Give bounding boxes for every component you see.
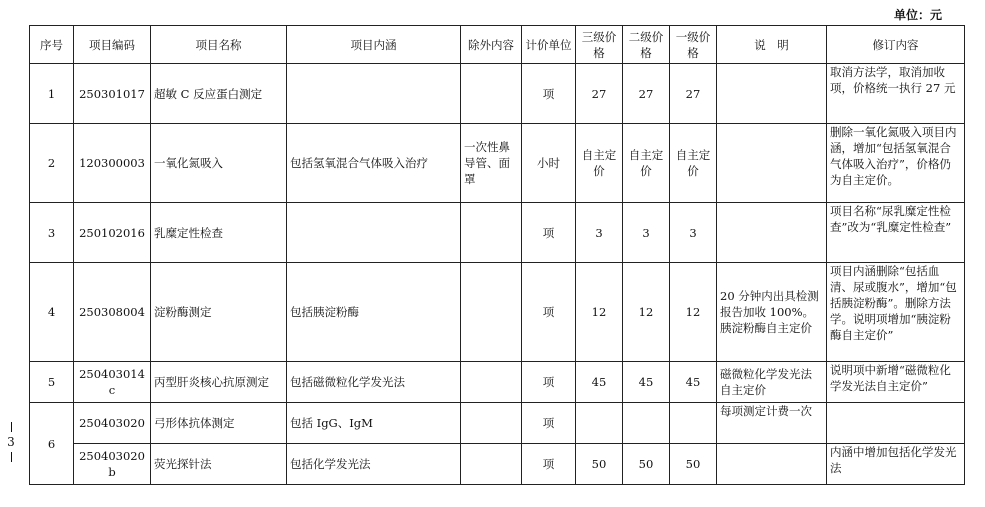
header-name: 项目名称 [151,26,287,64]
cell-unit: 项 [522,444,576,485]
cell-unit: 项 [522,362,576,403]
cell-price-level1: 12 [670,263,717,362]
cell-unit: 项 [522,203,576,263]
cell-revision: 项目内涵删除“包括血清、尿或腹水”，增加“包括胰淀粉酶”。删除方法学。说明项增加“胰淀粉酶自主定价” [827,263,965,362]
page-number-text: 3 [7,435,15,449]
header-level3: 三级价格 [576,26,623,64]
cell-note [717,203,827,263]
cell-name: 超敏 C 反应蛋白测定 [151,64,287,124]
table-row [30,124,965,203]
header-content: 项目内涵 [287,26,461,64]
cell-content [287,203,461,263]
cell-price-level1: 自主定价 [670,124,717,203]
cell-price-level2: 12 [623,263,670,362]
cell-name: 一氧化氮吸入 [151,124,287,203]
cell-excluded [461,263,522,362]
cell-excluded [461,403,522,444]
cell-price-level2: 27 [623,64,670,124]
cell-unit: 项 [522,403,576,444]
cell-excluded [461,203,522,263]
cell-price-level2: 50 [623,444,670,485]
cell-revision: 删除一氧化氮吸入项目内涵，增加“包括氢氧混合气体吸入治疗”，价格仍为自主定价。 [827,124,965,203]
cell-seq: 1 [30,64,74,124]
header-unit: 计价单位 [522,26,576,64]
table-row [30,403,965,444]
cell-name: 淀粉酶测定 [151,263,287,362]
cell-seq: 5 [30,362,74,403]
cell-name: 丙型肝炎核心抗原测定 [151,362,287,403]
header-seq: 序号 [30,26,74,64]
cell-content: 包括磁微粒化学发光法 [287,362,461,403]
cell-price-level2 [623,403,670,444]
header-excluded: 除外内容 [461,26,522,64]
cell-code: 250403020b [74,444,151,485]
page-number-dash-top [11,422,12,432]
table-row [30,362,965,403]
cell-unit: 小时 [522,124,576,203]
cell-content: 包括胰淀粉酶 [287,263,461,362]
cell-revision: 项目名称“尿乳糜定性检查”改为“乳糜定性检查” [827,203,965,263]
cell-price-level3: 45 [576,362,623,403]
cell-note [717,124,827,203]
cell-content: 包括 IgG、IgM [287,403,461,444]
cell-excluded [461,64,522,124]
header-revision: 修订内容 [827,26,965,64]
cell-seq: 6 [30,403,74,485]
page-number [4,420,18,464]
cell-code: 250403014c [74,362,151,403]
cell-revision: 取消方法学，取消加收项，价格统一执行 27 元 [827,64,965,124]
table-row [30,203,965,263]
cell-code: 250403020 [74,403,151,444]
header-note: 说 明 [717,26,827,64]
cell-name: 乳糜定性检查 [151,203,287,263]
cell-price-level3: 3 [576,203,623,263]
cell-note: 每项测定计费一次 [717,403,827,444]
cell-content [287,64,461,124]
cell-excluded [461,444,522,485]
cell-price-level1: 3 [670,203,717,263]
cell-price-level3: 50 [576,444,623,485]
table-row [30,263,965,362]
unit-label: 单位：元 [894,8,943,22]
cell-revision: 说明项中新增“磁微粒化学发光法自主定价” [827,362,965,403]
cell-price-level3 [576,403,623,444]
cell-note: 20 分钟内出具检测报告加收 100%。胰淀粉酶自主定价 [717,263,827,362]
table-row [30,64,965,124]
table-header-row [30,26,965,64]
cell-revision [827,403,965,444]
cell-name: 弓形体抗体测定 [151,403,287,444]
cell-excluded [461,362,522,403]
cell-price-level2: 自主定价 [623,124,670,203]
cell-price-level2: 45 [623,362,670,403]
cell-price-level1 [670,403,717,444]
table-row [30,444,965,485]
cell-note: 磁微粒化学发光法自主定价 [717,362,827,403]
cell-seq: 4 [30,263,74,362]
cell-seq: 3 [30,203,74,263]
cell-note [717,64,827,124]
cell-price-level1: 50 [670,444,717,485]
cell-code: 250301017 [74,64,151,124]
cell-code: 120300003 [74,124,151,203]
cell-revision: 内涵中增加包括化学发光法 [827,444,965,485]
cell-code: 250308004 [74,263,151,362]
header-level1: 一级价格 [670,26,717,64]
cell-price-level3: 自主定价 [576,124,623,203]
cell-price-level3: 27 [576,64,623,124]
cell-seq: 2 [30,124,74,203]
cell-unit: 项 [522,263,576,362]
cell-price-level2: 3 [623,203,670,263]
cell-code: 250102016 [74,203,151,263]
cell-price-level1: 27 [670,64,717,124]
header-level2: 二级价格 [623,26,670,64]
page-number-dash-bottom [11,452,12,462]
price-table [29,25,965,485]
cell-price-level3: 12 [576,263,623,362]
cell-content: 包括氢氧混合气体吸入治疗 [287,124,461,203]
cell-content: 包括化学发光法 [287,444,461,485]
header-code: 项目编码 [74,26,151,64]
cell-price-level1: 45 [670,362,717,403]
cell-excluded: 一次性鼻导管、面罩 [461,124,522,203]
cell-note [717,444,827,485]
cell-unit: 项 [522,64,576,124]
cell-name: 荧光探针法 [151,444,287,485]
